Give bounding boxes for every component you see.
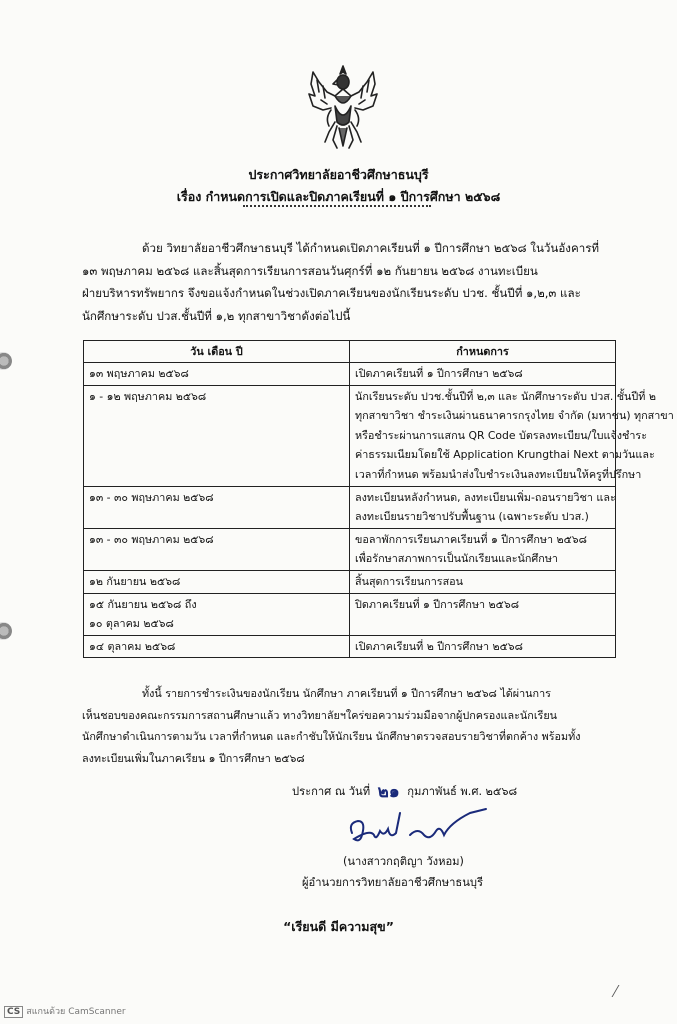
- detail-cell: ลงทะเบียนหลังกำหนด, ลงทะเบียนเพิ่ม-ถอนรายวิชา และ ลงทะเบียนรายวิชาปรับพื้นฐาน (เฉพาะระดับ ปวส.): [350, 486, 616, 528]
- table-row: [84, 635, 616, 658]
- detail-cell: ปิดภาคเรียนที่ ๑ ปีการศึกษา ๒๕๖๘: [350, 593, 616, 635]
- announcement-subject: เรื่อง กำหนดการเปิดและปิดภาคเรียนที่ ๑ ปีการศึกษา ๒๕๖๘: [176, 189, 501, 204]
- closing-line: ลงทะเบียนเพิ่มในภาคเรียน ๑ ปีการศึกษา ๒๕๖๘: [82, 751, 305, 765]
- detail-cell: สิ้นสุดการเรียนการสอน: [350, 570, 616, 593]
- camscanner-watermark: [4, 1004, 126, 1018]
- detail-cell: เปิดภาคเรียนที่ ๒ ปีการศึกษา ๒๕๖๘: [350, 635, 616, 658]
- detail-cell: นักเรียนระดับ ปวช.ชั้นปีที่ ๒,๓ และ นักศึกษาระดับ ปวส. ชั้นปีที่ ๒ ทุกสาขาวิชา ชำระเงินผ่านธนาคารกรุงไทย จำกัด (มหาชน) ทุกสาขา หรือชำระผ่านการแสกน QR Code บัตรลงทะเบียน/ใบแจ้งชำระ ค่าธรรมเนียมโดยใช้ Application Krungthai Next ตามวันและ เวลาที่กำหนด พร้อมนำส่งใบชำระเงินลงทะเบียนให้ครูที่ปรึกษา: [350, 385, 616, 486]
- detail-cell: ขอลาพักการเรียนภาคเรียนที่ ๑ ปีการศึกษา ๒๕๖๘ เพื่อรักษาสภาพการเป็นนักเรียนและนักศึกษา: [350, 528, 616, 570]
- schedule-table: [83, 340, 674, 658]
- table-row: [84, 570, 616, 593]
- title-divider: [243, 205, 431, 207]
- table-row: [84, 593, 616, 635]
- intro-line: ฝ่ายบริหารทรัพยากร จึงขอแจ้งกำหนดในช่วงเปิดภาคเรียนของนักเรียนระดับ ปวช. ชั้นปีที่ ๑,๒,๓ และ: [82, 286, 581, 300]
- college-motto: “เรียนดี มีความสุข”: [283, 919, 394, 934]
- table-header-row: [84, 341, 616, 363]
- date-cell: ๑๔ ตุลาคม ๒๕๖๘: [84, 635, 350, 658]
- announce-suffix: กุมภาพันธ์ พ.ศ. ๒๕๖๘: [407, 785, 518, 798]
- table-row: [84, 363, 616, 386]
- intro-line: นักศึกษาระดับ ปวส.ชั้นปีที่ ๑,๒ ทุกสาขาวิชาดังต่อไปนี้: [82, 308, 351, 323]
- column-header-schedule: กำหนดการ: [350, 341, 616, 363]
- handwritten-signature: [340, 805, 500, 850]
- announcement-date: [292, 778, 517, 805]
- date-cell: ๑๓ - ๓๐ พฤษภาคม ๒๕๖๘: [84, 528, 350, 570]
- camscanner-logo-icon: CS: [4, 1006, 23, 1018]
- intro-line: ด้วย วิทยาลัยอาชีวศึกษาธนบุรี ได้กำหนดเปิดภาคเรียนที่ ๑ ปีการศึกษา ๒๕๖๘ ในวันอังคารที่: [142, 241, 600, 255]
- watermark-text: สแกนด้วย CamScanner: [26, 1007, 126, 1017]
- punch-hole-icon: [0, 352, 12, 370]
- table-row: [84, 486, 616, 528]
- intro-paragraph: [82, 237, 618, 327]
- table-row: [84, 528, 616, 570]
- column-header-date: วัน เดือน ปี: [84, 341, 350, 363]
- signer-name: (นางสาวกฤติญา วังหอม): [343, 855, 464, 868]
- announcement-title: ประกาศวิทยาลัยอาชีวศึกษาธนบุรี: [248, 167, 429, 182]
- closing-line: นักศึกษาดำเนินการตามวัน เวลาที่กำหนด และกำชับให้นักเรียน นักศึกษาตรวจสอบรายวิชาที่ตกค้าง พร้อมทั้ง: [82, 730, 581, 743]
- signer-position: ผู้อำนวยการวิทยาลัยอาชีวศึกษาธนบุรี: [302, 876, 484, 889]
- closing-paragraph: [82, 683, 618, 769]
- detail-cell: เปิดภาคเรียนที่ ๑ ปีการศึกษา ๒๕๖๘: [350, 363, 616, 386]
- announce-prefix: ประกาศ ณ วันที่: [292, 785, 371, 798]
- date-cell: ๑๕ กันยายน ๒๕๖๘ ถึง ๑๐ ตุลาคม ๒๕๖๘: [84, 593, 350, 635]
- punch-hole-icon: [0, 622, 12, 640]
- pen-mark: [612, 985, 630, 997]
- date-cell: ๑๓ พฤษภาคม ๒๕๖๘: [84, 363, 350, 386]
- date-cell: ๑๓ - ๓๐ พฤษภาคม ๒๕๖๘: [84, 486, 350, 528]
- closing-line: ทั้งนี้ รายการชำระเงินของนักเรียน นักศึกษา ภาคเรียนที่ ๑ ปีการศึกษา ๒๕๖๘ ได้ผ่านการ: [142, 687, 551, 700]
- table-row: [84, 385, 616, 486]
- date-cell: ๑๒ กันยายน ๒๕๖๘: [84, 570, 350, 593]
- date-cell: ๑ - ๑๒ พฤษภาคม ๒๕๖๘: [84, 385, 350, 486]
- announce-day-handwritten: ๒๑: [377, 782, 400, 802]
- closing-line: เห็นชอบของคณะกรรมการสถานศึกษาแล้ว ทางวิทยาลัยฯใคร่ขอความร่วมมือจากผู้ปกครองและนักเรียน: [82, 708, 558, 722]
- intro-line: ๑๓ พฤษภาคม ๒๕๖๘ และสิ้นสุดการเรียนการสอนวันศุกร์ที่ ๑๒ กันยายน ๒๕๖๘ งานทะเบียน: [82, 263, 538, 278]
- garuda-emblem-icon: [305, 62, 381, 152]
